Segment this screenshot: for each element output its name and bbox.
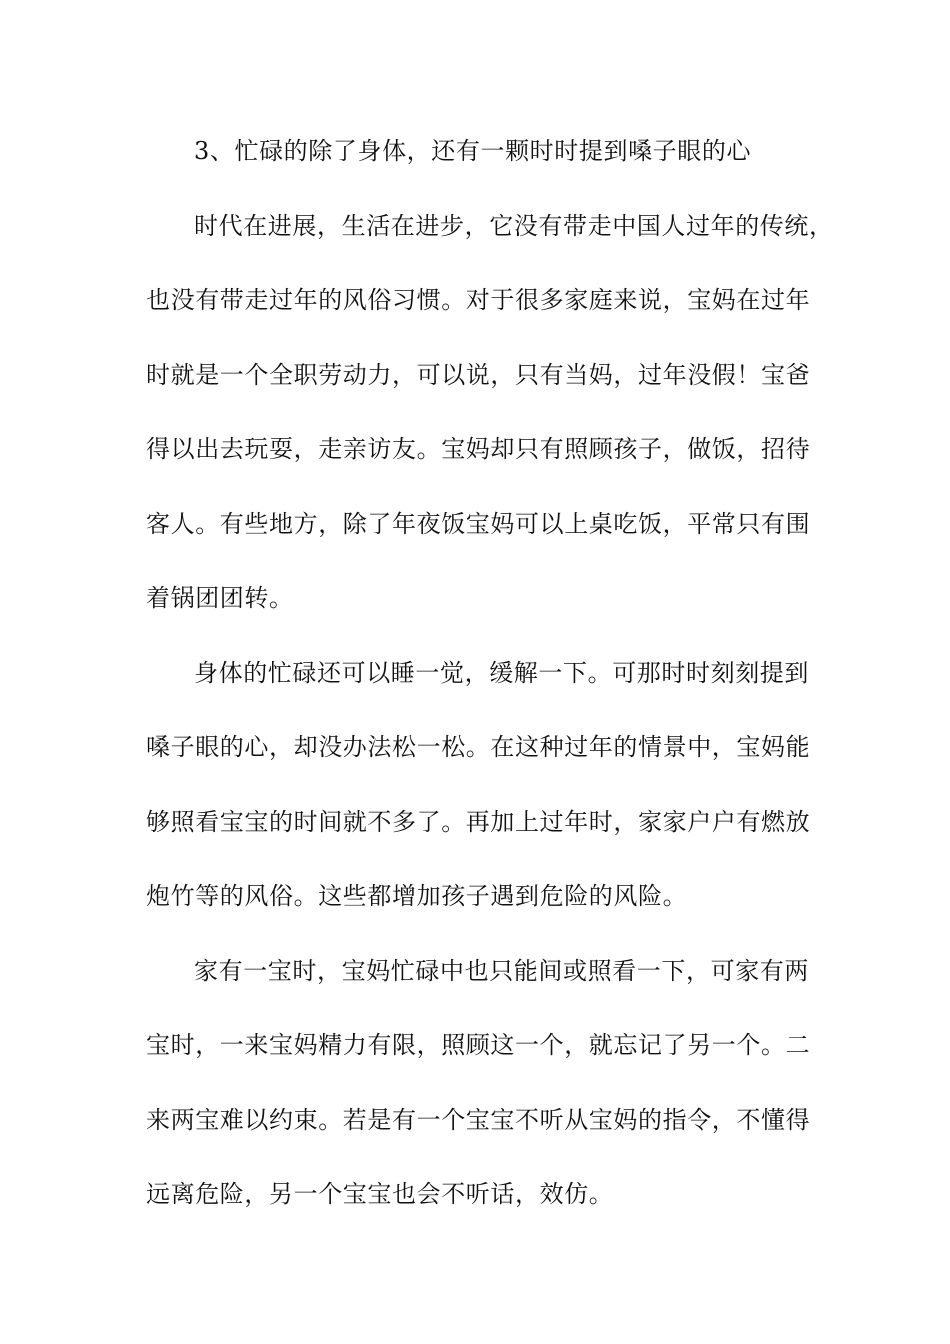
paragraph-line: 来两宝难以约束。若是有一个宝宝不听从宝妈的指令，不懂得 [146,1106,811,1134]
paragraph-line: 时代在进展，生活在进步，它没有带走中国人过年的传统， [194,212,834,240]
paragraph-line: 炮竹等的风俗。这些都增加孩子遇到危险的风险。 [146,882,688,910]
paragraph-line: 身体的忙碌还可以睡一觉，缓解一下。可那时时刻刻提到 [194,659,809,687]
paragraph-line: 着锅团团转。 [146,584,294,612]
paragraph-line: 客人。有些地方，除了年夜饭宝妈可以上桌吃饭，平常只有围 [146,510,811,538]
paragraph-line: 家有一宝时，宝妈忙碌中也只能间或照看一下，可家有两 [194,957,809,985]
section-heading: 3、忙碌的除了身体，还有一颗时时提到嗓子眼的心 [194,137,752,165]
paragraph-line: 远离危险，另一个宝宝也会不听话，效仿。 [146,1180,614,1208]
paragraph-line: 时就是一个全职劳动力，可以说，只有当妈，过年没假！宝爸 [146,361,811,389]
paragraph-line: 也没有带走过年的风俗习惯。对于很多家庭来说，宝妈在过年 [146,286,811,314]
paragraph-line: 嗓子眼的心，却没办法松一松。在这种过年的情景中，宝妈能 [146,733,811,761]
paragraph-line: 得以出去玩耍，走亲访友。宝妈却只有照顾孩子，做饭，招待 [146,435,811,463]
paragraph-line: 够照看宝宝的时间就不多了。再加上过年时，家家户户有燃放 [146,808,811,836]
paragraph-line: 宝时，一来宝妈精力有限，照顾这一个，就忘记了另一个。二 [146,1031,811,1059]
